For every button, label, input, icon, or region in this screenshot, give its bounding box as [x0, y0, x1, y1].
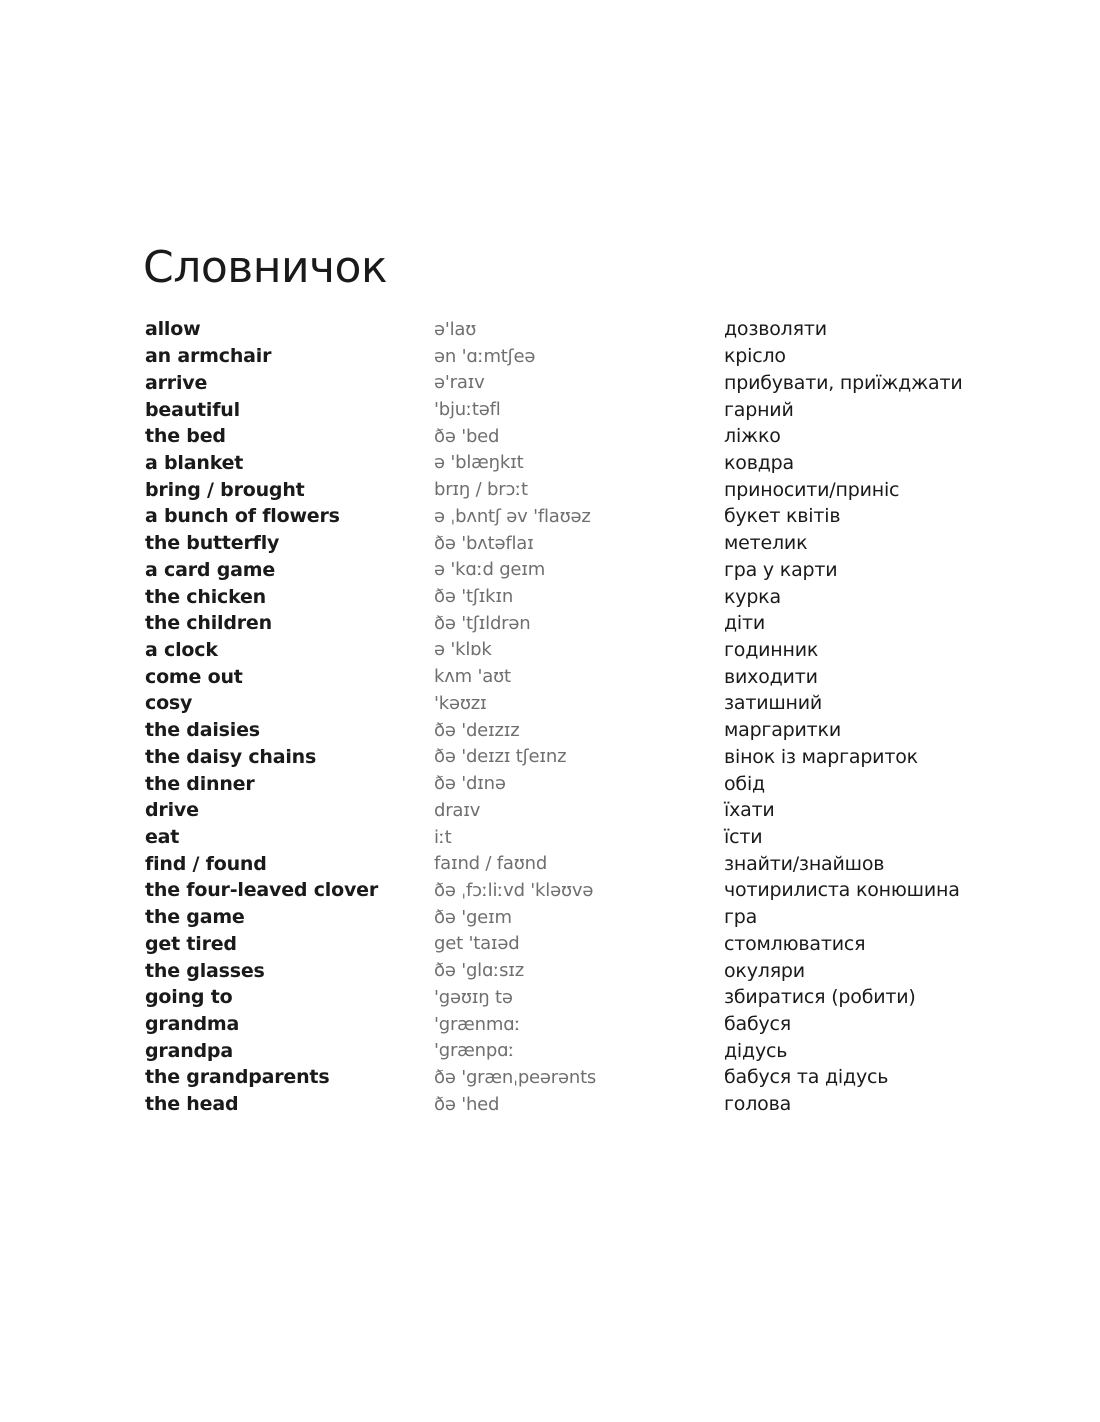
ukrainian-translation: приносити/приніс — [724, 478, 900, 501]
vocab-entry — [145, 503, 1045, 530]
vocab-entry — [145, 663, 1045, 690]
ukrainian-translation: годинник — [724, 638, 819, 661]
ukrainian-translation: окуляри — [724, 959, 805, 982]
transcription: get 'taɪəd — [434, 933, 520, 955]
english-word: an armchair — [145, 345, 272, 368]
transcription: kʌm 'aʊt — [434, 666, 511, 688]
transcription: faɪnd / faʊnd — [434, 853, 548, 875]
vocab-entry — [145, 637, 1045, 664]
english-word: a card game — [145, 558, 276, 581]
english-word: the glasses — [145, 959, 265, 982]
transcription: ə'raɪv — [434, 372, 485, 394]
transcription: ðə ˌfɔːliːvd 'kləʊvə — [434, 879, 594, 901]
vocab-entry — [145, 396, 1045, 423]
ukrainian-translation: виходити — [724, 665, 818, 688]
english-word: going to — [145, 986, 233, 1009]
transcription: ðə 'grænˌpeərənts — [434, 1066, 597, 1088]
transcription: ðə 'tʃɪkɪn — [434, 586, 514, 608]
transcription: ðə 'dɪnə — [434, 773, 506, 795]
vocab-entry — [145, 850, 1045, 877]
transcription: 'bjuːtəfl — [434, 399, 501, 421]
transcription: ðə 'bʌtəflaɪ — [434, 532, 534, 554]
transcription: ðə 'bed — [434, 425, 500, 447]
english-word: a blanket — [145, 451, 244, 474]
ukrainian-translation: їсти — [724, 826, 763, 849]
transcription: ðə 'glɑːsɪz — [434, 960, 524, 982]
transcription: iːt — [434, 826, 452, 848]
english-word: the butterfly — [145, 532, 280, 555]
transcription: ə 'blæŋkɪt — [434, 452, 524, 474]
english-word: the grandparents — [145, 1066, 330, 1089]
ukrainian-translation: гра — [724, 906, 758, 929]
ukrainian-translation: діти — [724, 612, 766, 635]
ukrainian-translation: гра у карти — [724, 558, 838, 581]
vocab-entry — [145, 1091, 1045, 1118]
english-word: a bunch of flowers — [145, 505, 340, 528]
ukrainian-translation: їхати — [724, 799, 775, 822]
english-word: beautiful — [145, 398, 240, 421]
ukrainian-translation: ліжко — [724, 425, 781, 448]
transcription: ə ˌbʌntʃ əv 'flaʊəz — [434, 505, 591, 527]
ukrainian-translation: букет квітів — [724, 505, 841, 528]
vocab-entry — [145, 316, 1045, 343]
english-word: allow — [145, 318, 201, 341]
vocab-entry — [145, 744, 1045, 771]
ukrainian-translation: знайти/знайшов — [724, 852, 885, 875]
transcription: ən 'ɑːmtʃeə — [434, 345, 536, 367]
vocab-entry — [145, 343, 1045, 370]
english-word: the head — [145, 1093, 239, 1116]
english-word: the game — [145, 906, 245, 929]
transcription: ðə 'tʃɪldrən — [434, 612, 531, 634]
english-word: grandma — [145, 1013, 240, 1036]
vocab-entry — [145, 530, 1045, 557]
vocab-entry — [145, 957, 1045, 984]
english-word: eat — [145, 826, 180, 849]
transcription: ðə 'deɪzɪ tʃeɪnz — [434, 746, 567, 768]
vocab-entry — [145, 583, 1045, 610]
vocab-entry — [145, 450, 1045, 477]
english-word: the bed — [145, 425, 226, 448]
vocab-entry — [145, 1064, 1045, 1091]
ukrainian-translation: голова — [724, 1093, 792, 1116]
vocab-entry — [145, 556, 1045, 583]
transcription: 'grænmɑː — [434, 1013, 521, 1035]
vocabulary-list — [145, 316, 1045, 1118]
ukrainian-translation: дозволяти — [724, 318, 827, 341]
english-word: find / found — [145, 852, 267, 875]
transcription: draɪv — [434, 799, 481, 821]
transcription: 'kəʊzɪ — [434, 692, 487, 714]
english-word: a clock — [145, 638, 218, 661]
ukrainian-translation: затишний — [724, 692, 823, 715]
transcription: brɪŋ / brɔːt — [434, 479, 528, 501]
english-word: the four-leaved clover — [145, 879, 378, 902]
vocab-entry — [145, 797, 1045, 824]
transcription: ðə 'geɪm — [434, 906, 512, 928]
page-title: Словничок — [143, 242, 388, 293]
transcription: ðə 'hed — [434, 1093, 500, 1115]
english-word: get tired — [145, 932, 237, 955]
english-word: the daisies — [145, 719, 260, 742]
transcription: ə 'klɒk — [434, 639, 492, 661]
vocab-entry — [145, 770, 1045, 797]
transcription: 'gəʊɪŋ tə — [434, 986, 513, 1008]
english-word: the daisy chains — [145, 745, 317, 768]
ukrainian-translation: обід — [724, 772, 765, 795]
vocab-entry — [145, 369, 1045, 396]
ukrainian-translation: гарний — [724, 398, 794, 421]
vocab-entry — [145, 1037, 1045, 1064]
transcription: ðə 'deɪzɪz — [434, 719, 520, 741]
english-word: bring / brought — [145, 478, 305, 501]
ukrainian-translation: дідусь — [724, 1039, 788, 1062]
vocab-entry — [145, 423, 1045, 450]
ukrainian-translation: прибувати, приїжджати — [724, 371, 963, 394]
english-word: come out — [145, 665, 243, 688]
vocab-entry — [145, 904, 1045, 931]
english-word: grandpa — [145, 1039, 233, 1062]
ukrainian-translation: бабуся — [724, 1013, 791, 1036]
transcription: 'grænpɑː — [434, 1040, 515, 1062]
english-word: the chicken — [145, 585, 267, 608]
vocab-entry — [145, 1011, 1045, 1038]
ukrainian-translation: чотирилиста конюшина — [724, 879, 960, 902]
ukrainian-translation: ковдра — [724, 451, 794, 474]
vocab-entry — [145, 931, 1045, 958]
english-word: cosy — [145, 692, 193, 715]
vocab-entry — [145, 717, 1045, 744]
ukrainian-translation: крісло — [724, 345, 786, 368]
vocab-entry — [145, 476, 1045, 503]
transcription: ə'laʊ — [434, 318, 477, 340]
vocab-entry — [145, 824, 1045, 851]
ukrainian-translation: стомлюватися — [724, 932, 866, 955]
ukrainian-translation: курка — [724, 585, 781, 608]
ukrainian-translation: маргаритки — [724, 719, 841, 742]
transcription: ə 'kɑːd geɪm — [434, 559, 546, 581]
ukrainian-translation: вінок із маргариток — [724, 745, 918, 768]
english-word: the dinner — [145, 772, 255, 795]
ukrainian-translation: збиратися (робити) — [724, 986, 916, 1009]
english-word: drive — [145, 799, 199, 822]
ukrainian-translation: бабуся та дідусь — [724, 1066, 889, 1089]
vocab-entry — [145, 610, 1045, 637]
vocab-entry — [145, 877, 1045, 904]
ukrainian-translation: метелик — [724, 532, 808, 555]
vocab-entry — [145, 984, 1045, 1011]
english-word: the children — [145, 612, 272, 635]
vocab-entry — [145, 690, 1045, 717]
english-word: arrive — [145, 371, 208, 394]
